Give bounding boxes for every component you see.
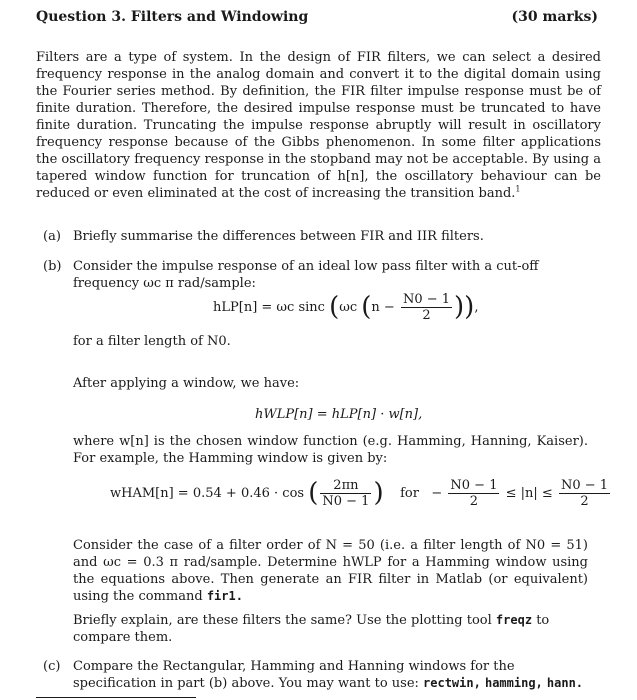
eq3-numerator: 2πn [320,478,371,494]
eq1-inner: ωc [339,300,358,315]
intro-paragraph [36,49,601,202]
eq3-for: for [400,486,419,501]
cmd-hamming: hamming, [484,676,543,690]
eq1-denominator: 2 [422,308,431,323]
eq3-left-numerator: N0 − 1 [450,478,498,493]
eq3-fraction [320,478,371,509]
eq1-numerator: N0 − 1 [402,292,451,307]
eq1-n: n − [371,300,395,315]
part-c-text: Compare the Rectangular, Hamming and Hanning windows for the specification in part (b) above. You may want to use: [73,659,515,691]
intro-text: Filters are a type of system. In the design of FIR filters, we can select a desired frequency response in the analog domain and convert it to the digital domain using the Fourier series method. By definition, the FIR filter impulse response must be of finite duration. Therefore, the desired impulse response must be truncated to have finite duration. Truncating the impulse response abruptly will result in oscillatory frequency response because of the Gibbs phenomenon. In some filter applications the oscillatory frequency response in the stopband may not be acceptable. By using a tapered window function for truncation of h[n], the oscillatory behaviour can be reduced or even eliminated at the cost of increasing the transition band. [36,50,601,201]
eq3-mid: ≤ |n| ≤ [505,486,553,501]
cmd-rectwin: rectwin, [423,676,481,690]
eq3-right-denominator: 2 [580,494,589,509]
part-a-label: (a) [43,229,61,244]
part-b-text3: After applying a window, we have: [73,376,300,391]
part-b-label: (b) [43,259,62,274]
part-b-text2: for a filter length of N0. [73,334,231,349]
eq3-left-fraction [448,478,499,509]
part-b-text6a: Briefly explain, are these filters the same? Use the plotting tool [73,613,492,628]
eq2: hWLP[n] = hLP[n] · w[n], [255,407,423,422]
eq1-fraction [401,292,452,323]
eq1-lhs: hLP[n] = ωc sinc [213,300,325,315]
eq3-lhs: wHAM[n] = 0.54 + 0.46 · cos [110,486,305,501]
equation-hamming: wHAM[n] = 0.54 + 0.46 · cos ( $\frac{2\pi n}{N0 - 1}$ ) for − $\frac{N0 - 1}{2}$ ≤ |n| ≤ $\frac{N0 - 1}{2}$ [110,478,609,509]
eq3-right-fraction [559,478,610,509]
part-b-text6b: to compare them. [73,613,550,645]
part-b-text1: Consider the impulse response of an ideal low pass filter with a cut-off frequency ωc π rad/sample: [73,259,539,291]
eq3-right-numerator: N0 − 1 [560,478,609,493]
part-b-window-intro [73,375,299,392]
footnote-rule [36,697,196,698]
eq3-denominator: N0 − 1 [322,494,370,509]
equation-ideal-lowpass: hLP[n] = ωc sinc (ωc (n − $\frac{N0 - 1}{2}$ )), [213,292,479,323]
cmd-fir1: fir1. [206,589,243,603]
cmd-freqz: freqz [495,613,533,627]
question-header [36,9,598,29]
part-b-text5: Consider the case of a filter order of N = 50 (i.e. a filter length of N0 = 51) and ωc = 0.3 π rad/sample. Determine hWLP for a Hamming window using the equations above. Then generate an FIR filter in Matlab (or equivalent) using the command [73,538,588,604]
part-c-label: (c) [43,659,61,674]
part-b-text4: where w[n] is the chosen window function (e.g. Hamming, Hanning, Kaiser). For example, the Hamming window is given by: [73,434,588,466]
equation-windowed [255,406,422,423]
eq3-left-denominator: 2 [469,494,479,509]
question-title: Question 3. Filters and Windowing [36,9,309,25]
part-a-text: Briefly summarise the differences between FIR and IIR filters. [73,229,484,244]
part-b-length-note [73,333,231,350]
footnote-mark: 1 [515,184,521,194]
question-marks: (30 marks) [511,9,598,25]
cmd-hann: hann. [546,676,584,690]
